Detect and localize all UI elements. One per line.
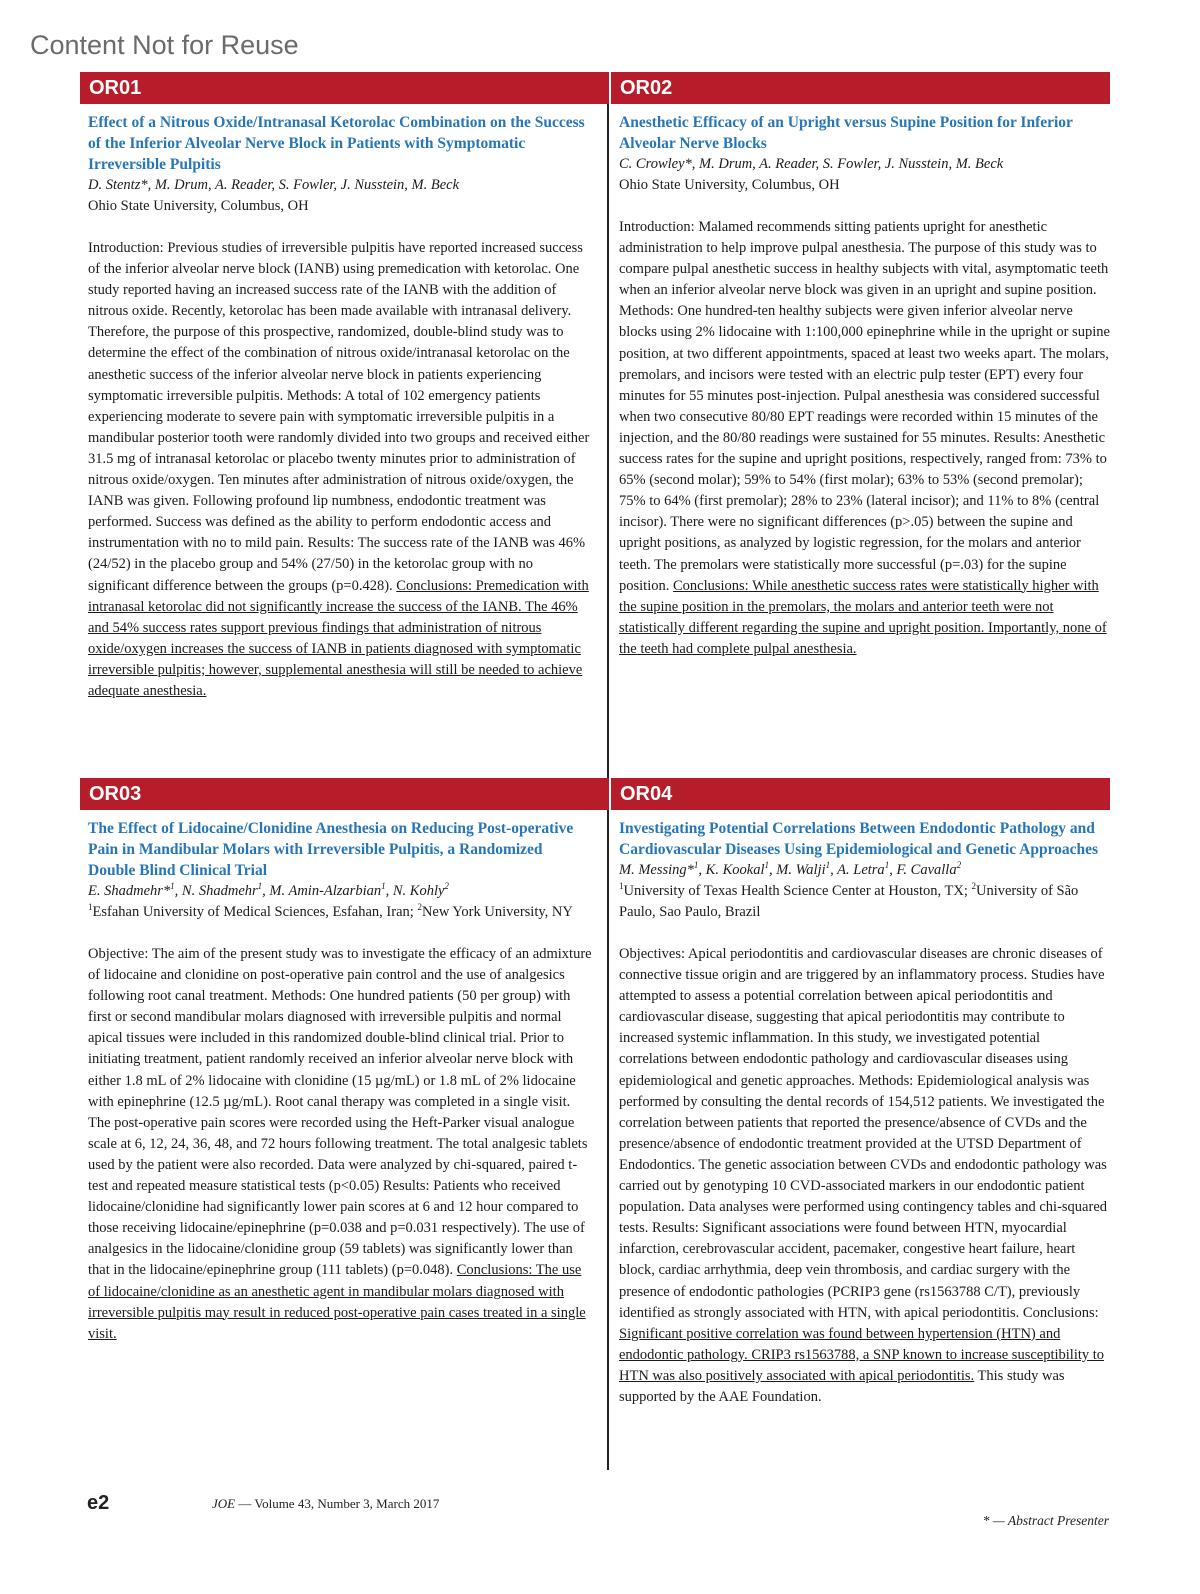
abstract-text: Introduction: Previous studies of irreversible pulpitis have reported increased success of the inferior alveolar nerve block (IANB) using premedication with ketorolac. One study reported having an increased success rate of the IANB with the addition of nitrous oxide. Recently, ketorolac has been made available with intranasal delivery. Therefore, the purpose of this prospective, randomized, double-blind study was to determine the effect of the combination of nitrous oxide/intranasal ketorolac on the anesthetic success of the inferior alveolar nerve block in patients experiencing symptomatic irreversible pulpitis. Methods: A total of 102 emergency patients experiencing moderate to severe pain with symptomatic irreversible pulpitis in a mandibular posterior tooth were randomly divided into two groups and received either 31.5 mg of intranasal ketorolac or placebo twenty minutes prior to administration of nitrous oxide/oxygen. Ten minutes after administration of nitrous oxide/oxygen, the IANB was given. Following profound lip numbness, endodontic treatment was performed. Success was defined as the ability to perform endodontic access and instrumentation with no to mild pain. Results: The success rate of the IANB was 46% (24/52) in the placebo group and 54% (27/50) in the ketorolac group with no significant difference between the groups (p=0.428). bbox=[88, 240, 590, 594]
journal-issue: — Volume 43, Number 3, March 2017 bbox=[235, 1496, 440, 1511]
abstract-body bbox=[619, 944, 1110, 1408]
abstract-body bbox=[88, 238, 592, 702]
journal-citation bbox=[212, 1496, 439, 1512]
abstract-authors: C. Crowley*, M. Drum, A. Reader, S. Fowler, J. Nusstein, M. Beck bbox=[619, 156, 1004, 172]
abstract-conclusion: Conclusions: The use of lidocaine/clonidine as an anesthetic agent in mandibular molars diagnosed with irreversible pulpitis may result in reduced post-operative pain cases treated in a single visit. bbox=[88, 1262, 586, 1342]
abstract-authors: M. Messing*$^1$, K. Kookal$^1$, M. Walji$^1$, A. Letra$^1$, F. Cavalla$^2$ bbox=[619, 860, 962, 878]
abstract-text: Objective: The aim of the present study was to investigate the efficacy of an admixture of lidocaine and clonidine on post-operative pain control and the use of analgesics following root canal treatment. Methods: One hundred patients (50 per group) with first or second mandibular molars diagnosed with irreversible pulpitis and normal apical tissues were included in this randomized double-blind clinical trial. Prior to initiating treatment, patient randomly received an inferior alveolar nerve block with either 1.8 mL of 2% lidocaine with clonidine (15 µg/mL) or 1.8 mL of 2% lidocaine with epinephrine (12.5 µg/mL). Root canal therapy was completed in a single visit. The post-operative pain scores were recorded using the Heft-Parker visual analogue scale at 6, 12, 24, 36, 48, and 72 hours following treatment. The total analgesic tablets used by the patient were also recorded. Data were analyzed by chi-squared, paired t-test and repeated measure statistical tests (p<0.05) Results: Patients who received lidocaine/clonidine had significantly lower pain scores at 6 and 12 hour compared to those receiving lidocaine/epinephrine (p=0.038 and p=0.031 respectively). The use of analgesics in the lidocaine/clonidine group (59 tablets) was significantly lower than that in the lidocaine/epinephrine group (111 tablets) (p=0.048). bbox=[88, 946, 592, 1279]
abstract-authors: D. Stentz*, M. Drum, A. Reader, S. Fowler, J. Nusstein, M. Beck bbox=[88, 177, 460, 193]
presenter-note: * — Abstract Presenter bbox=[982, 1513, 1109, 1528]
abstract-affiliation: $^1$Esfahan University of Medical Sciences, Esfahan, Iran; $^2$New York University, NY bbox=[88, 902, 573, 920]
abstract-or03 bbox=[80, 778, 592, 1345]
abstract-affiliation: $^1$University of Texas Health Science Center at Houston, TX; $^2$University of São Paulo, Sao Paulo, Brazil bbox=[619, 881, 1079, 920]
abstract-funding: This study was supported by the AAE Foundation. bbox=[619, 1367, 1065, 1405]
abstract-affiliation: Ohio State University, Columbus, OH bbox=[619, 177, 840, 193]
abstract-text: Introduction: Malamed recommends sitting patients upright for anesthetic administration to help improve pulpal anesthesia. The purpose of this study was to compare pulpal anesthetic success in healthy subjects with vital, asymptomatic teeth when an inferior alveolar nerve block was given in an upright and supine position. Methods: One hundred-ten healthy subjects were given inferior alveolar nerve blocks using 2% lidocaine with 1:100,000 epinephrine while in the upright or supine position, at two different appointments, spaced at least two weeks apart. The molars, premolars, and incisors were tested with an electric pulp tester (EPT) every four minutes for 55 minutes post-injection. Pulpal anesthesia was considered successful when two consecutive 80/80 EPT readings were recorded within 15 minutes of the injection, and the 80/80 readings were sustained for 55 minutes. Results: Anesthetic success rates for the supine and upright positions, respectively, ranged from: 73% to 65% (second molar); 59% to 54% (first molar); 63% to 53% (second premolar); 75% to 64% (first premolar); 28% to 23% (lateral incisor); and 11% to 8% (central incisor). There were no significant differences (p>.05) between the supine and upright positions, as analyzed by logistic regression, for the molars and anterior teeth. The premolars were statistically more successful (p=.03) for the supine position. bbox=[619, 219, 1110, 594]
journal-name: JOE bbox=[212, 1496, 236, 1511]
abstract-id-bar: OR04 bbox=[611, 778, 1110, 810]
abstract-body bbox=[88, 944, 592, 1345]
abstract-id-bar: OR03 bbox=[80, 778, 609, 810]
abstract-conclusion: Conclusions: Premedication with intranasal ketorolac did not significantly increase the success of the IANB. The 46% and 54% success rates support previous findings that administration of nitrous oxide/oxygen increases the success of IANB in patients diagnosed with symptomatic irreversible pulpitis; however, supplemental anesthesia will still be needed to achieve adequate anesthesia. bbox=[88, 577, 589, 699]
abstract-or02 bbox=[611, 72, 1110, 660]
abstract-body bbox=[619, 217, 1110, 660]
column-divider-bottom bbox=[607, 809, 609, 1470]
abstract-title: Anesthetic Efficacy of an Upright versus Supine Position for Inferior Alveolar Nerve Blocks bbox=[619, 114, 1073, 152]
column-divider-top bbox=[607, 104, 609, 778]
abstract-title: Investigating Potential Correlations Between Endodontic Pathology and Cardiovascular Diseases Using Epidemiological and Genetic Approaches bbox=[619, 820, 1099, 858]
abstract-conclusion: Significant positive correlation was found between hypertension (HTN) and endodontic pathology. CRIP3 rs1563788, a SNP known to increase susceptibility to HTN was also positively associated with apical periodontitis. bbox=[619, 1325, 1105, 1384]
abstract-authors: E. Shadmehr*$^1$, N. Shadmehr$^1$, M. Amin-Alzarbian$^1$, N. Kohly$^2$ bbox=[88, 881, 449, 899]
abstract-or04 bbox=[611, 778, 1110, 1408]
abstract-or01 bbox=[80, 72, 592, 702]
abstract-conclusion: Conclusions: While anesthetic success rates were statistically higher with the supine position in the premolars, the molars and anterior teeth were not statistically different regarding the supine and upright position. Importantly, none of the teeth had complete pulpal anesthesia. bbox=[619, 577, 1107, 657]
abstract-title: Effect of a Nitrous Oxide/Intranasal Ketorolac Combination on the Success of the Inferior Alveolar Nerve Block in Patients with Symptomatic Irreversible Pulpitis bbox=[88, 114, 585, 173]
abstract-id-bar: OR02 bbox=[611, 72, 1110, 104]
page-number: e2 bbox=[87, 1492, 110, 1514]
abstract-title: The Effect of Lidocaine/Clonidine Anesthesia on Reducing Post-operative Pain in Mandibular Molars with Irreversible Pulpitis, a Randomized Double Blind Clinical Trial bbox=[88, 820, 574, 879]
abstract-id-bar: OR01 bbox=[80, 72, 609, 104]
watermark: Content Not for Reuse bbox=[30, 30, 299, 60]
abstract-text: Objectives: Apical periodontitis and cardiovascular diseases are chronic diseases of connective tissue origin and are triggered by an inflammatory process. Studies have attempted to assess a potential correlation between apical periodontitis and cardiovascular disease, suggesting that apical periodontitis may contribute to increased systemic inflammation. In this study, we investigated potential correlations between endodontic pathology and cardiovascular diseases using epidemiological and genetic approaches. Methods: Epidemiological analysis was performed by consulting the dental records of 154,512 patients. We investigated the correlation between patients that reported the presence/absence of CVDs and the presence/absence of endodontic treatment provided at the UTSD Department of Endodontics. The genetic association between CVDs and endodontic pathology was carried out by genotyping 10 CVD-associated markers in our endodontic patient population. Data analyses were performed using contingency tables and chi-squared tests. Results: Significant associations were found between HTN, myocardial infarction, cerebrovascular accident, pacemaker, congestive heart failure, heart block, cardiac arrhythmia, deep vein thrombosis, and cardiac surgery with the presence of endodontic pathologies (PCRIP3 gene (rs1563788 C/T), previously identified as strongly associated with HTN, with apical periodontitis. Conclusions: bbox=[619, 946, 1108, 1321]
abstract-affiliation: Ohio State University, Columbus, OH bbox=[88, 198, 309, 214]
